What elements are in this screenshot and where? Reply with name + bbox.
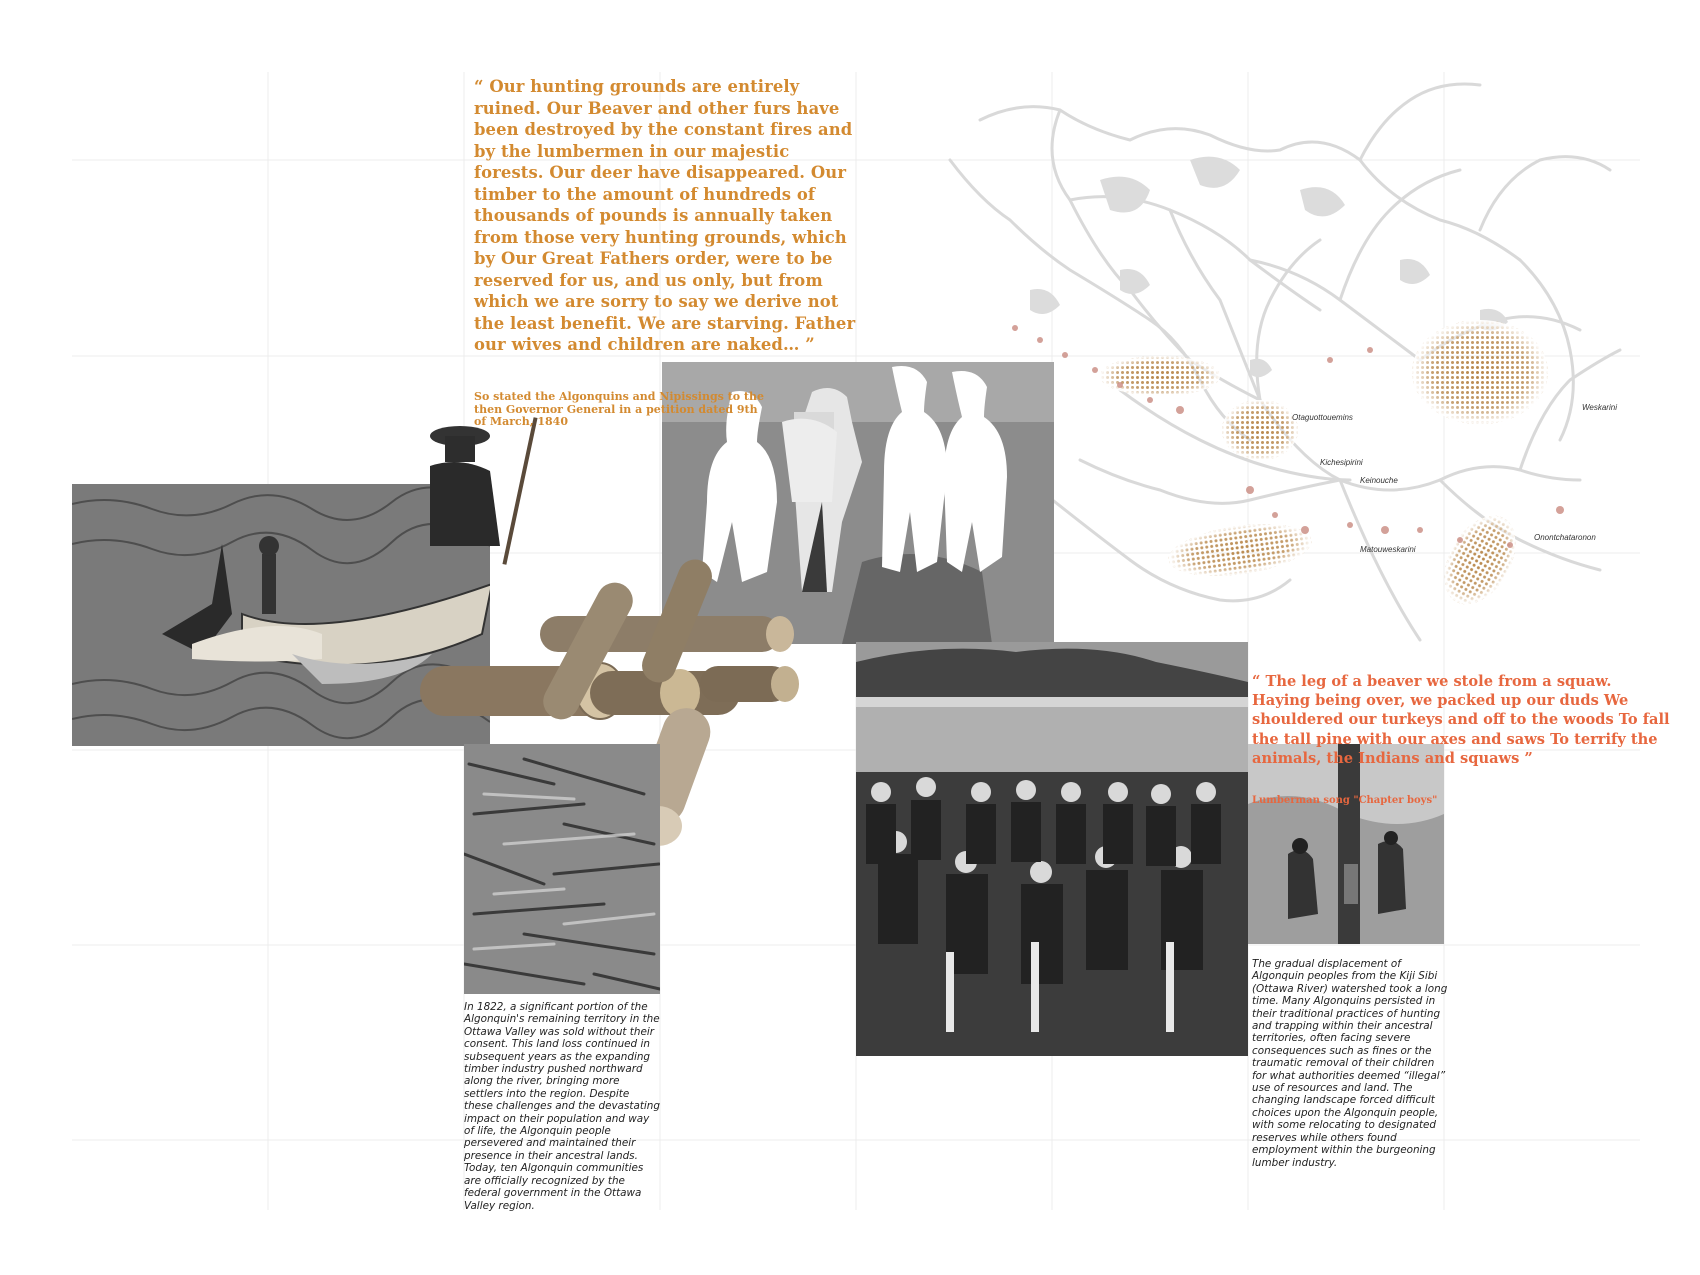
caption-land-loss: In 1822, a significant portion of the Algonquin's remaining territory in the Ottawa Valley was sold without their consent. This land loss continued in subsequent years as the expanding timber industry pushed northward along the river, bringing more settlers into the region. Despite these challenges and the devastating impact on their population and way of life, the Algonquin people persevered and maintained their presence in their ancestral lands. Today, ten Algonquin communities are officially recognized by the federal government in the Ottawa Valley region. — [464, 1001, 660, 1212]
logjam-photo — [464, 744, 660, 994]
quote-attribution-petition: So stated the Algonquins and Nipissings to the then Governor General in a petition dated 9th of March, 1840 — [474, 390, 764, 428]
quote-lumberman-song: “ The leg of a beaver we stole from a squaw. Haying being over, we packed up our duds We shouldered our turkeys and off to the woods To fall the tall pine with our axes and saws To terrify the animals, the Indians and squaws ” — [1252, 673, 1670, 767]
map-label-onontchataronon: Onontchataronon — [1534, 533, 1596, 542]
map-label-matouweskarini: Matouweskarini — [1360, 545, 1416, 554]
quote-algonquin-petition: “ Our hunting grounds are entirely ruined. Our Beaver and other furs have been destroyed by the constant fires and by the lumbermen in our majestic forests. Our deer have disappeared. Our timber to the amount of hundreds of thousands of pounds is annually taken from those very hunting grounds, which by Our Great Fathers order, were to be reserved for us, and us only, but from which we are sorry to say we derive not the least benefit. We are starving. Father our wives and children are naked… ” — [474, 77, 856, 354]
map-label-keinouche: Keinouche — [1360, 476, 1398, 485]
map-label-weskarini: Weskarini — [1582, 403, 1617, 412]
group-photo — [856, 642, 1248, 1056]
tree-felling-photo — [1248, 744, 1444, 944]
quote-attribution-song: Lumberman song "Chapter boys" — [1252, 795, 1438, 806]
map-label-kichesipirini: Kichesipirini — [1320, 458, 1363, 467]
caption-displacement: The gradual displacement of Algonquin peoples from the Kiji Sibi (Ottawa River) watershed took a long time. Many Algonquins persisted in their traditional practices of hunting and trapping within their ancestral territories, often facing severe consequences such as fines or the traumatic removal of their children for what authorities deemed “illegal” use of resources and land. The changing landscape forced difficult choices upon the Algonquin people, with some relocating to designated reserves while others found employment within the burgeoning lumber industry. — [1252, 958, 1448, 1169]
paddler-figure — [420, 416, 570, 566]
map-label-otaguottouemins: Otaguottouemins — [1292, 413, 1353, 422]
